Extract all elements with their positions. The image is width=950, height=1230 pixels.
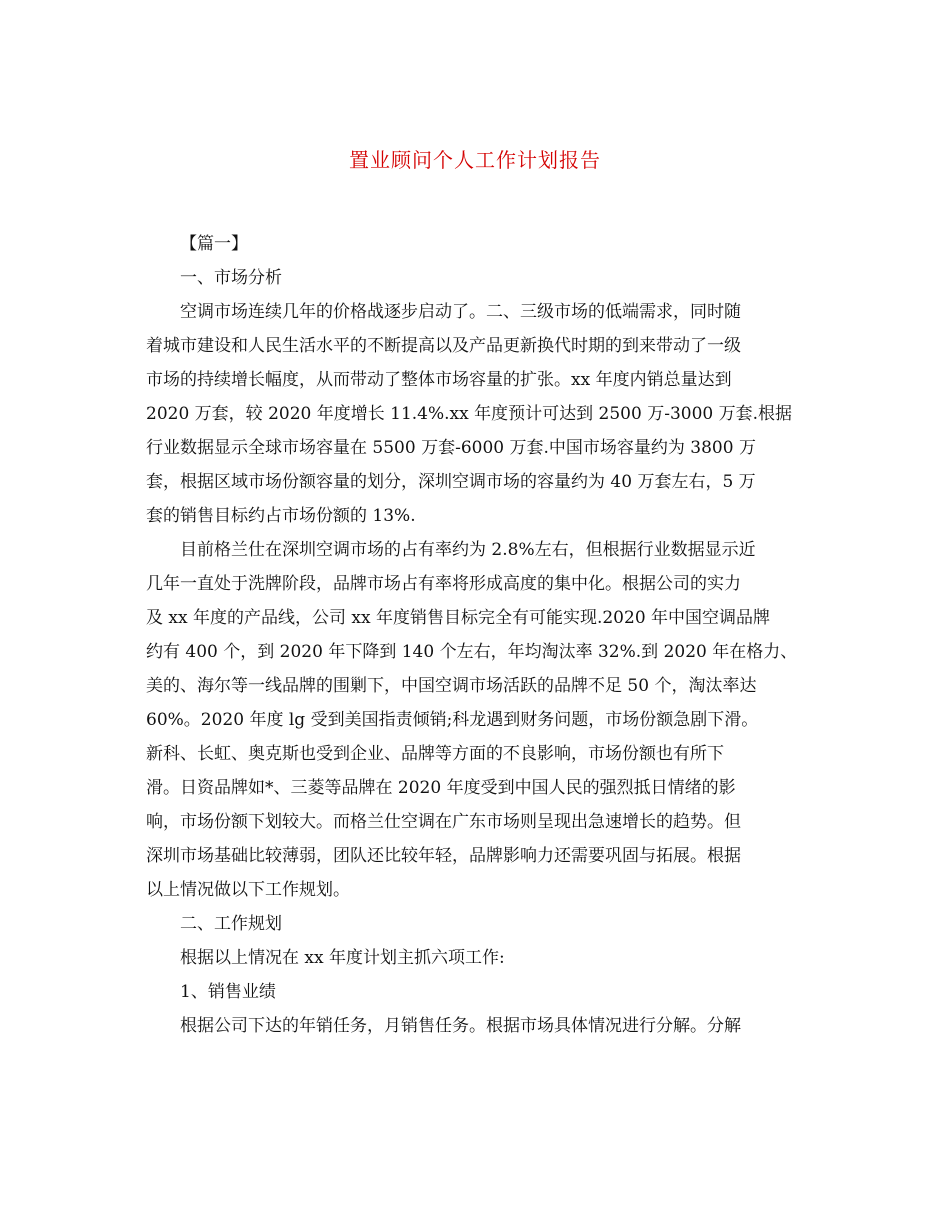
paragraph-line: 深圳市场基础比较薄弱，团队还比较年轻，品牌影响力还需要巩固与拓展。根据	[146, 846, 741, 866]
subsection-heading: 1、销售业绩	[180, 982, 276, 1002]
section-heading: 一、市场分析	[180, 268, 282, 288]
paragraph-line: 套的销售目标约占市场份额的 13%.	[146, 506, 416, 526]
paragraph-line: 行业数据显示全球市场容量在 5500 万套-6000 万套.中国市场容量约为 3800 万	[146, 438, 756, 458]
paragraph-line: 60%。2020 年度 lg 受到美国指责倾销;科龙遇到财务问题，市场份额急剧下滑。	[146, 710, 759, 730]
paragraph-line: 空调市场连续几年的价格战逐步启动了。二、三级市场的低端需求，同时随	[180, 302, 741, 322]
paragraph-line: 几年一直处于洗牌阶段，品牌市场占有率将形成高度的集中化。根据公司的实力	[146, 574, 741, 594]
paragraph-line: 根据以上情况在 xx 年度计划主抓六项工作:	[180, 948, 505, 968]
paragraph-line: 以上情况做以下工作规划。	[146, 880, 350, 900]
paragraph-line: 新科、长虹、奥克斯也受到企业、品牌等方面的不良影响，市场份额也有所下	[146, 744, 724, 764]
paragraph-line: 根据公司下达的年销任务，月销售任务。根据市场具体情况进行分解。分解	[180, 1016, 741, 1036]
paragraph-line: 套，根据区域市场份额容量的划分，深圳空调市场的容量约为 40 万套左右，5 万	[146, 472, 756, 492]
paragraph-line: 及 xx 年度的产品线，公司 xx 年度销售目标完全有可能实现.2020 年中国空调品牌	[146, 608, 771, 628]
paragraph-line: 着城市建设和人民生活水平的不断提高以及产品更新换代时期的到来带动了一级	[146, 336, 741, 356]
section-heading: 二、工作规划	[180, 914, 282, 934]
paragraph-line: 响，市场份额下划较大。而格兰仕空调在广东市场则呈现出急速增长的趋势。但	[146, 812, 741, 832]
paragraph-line: 美的、海尔等一线品牌的围剿下，中国空调市场活跃的品牌不足 50 个，淘汰率达	[146, 676, 757, 696]
paragraph-line: 2020 万套，较 2020 年度增长 11.4%.xx 年度预计可达到 2500 万-3000 万套.根据	[146, 404, 793, 424]
paragraph-line: 滑。日资品牌如*、三菱等品牌在 2020 年度受到中国人民的强烈抵日情绪的影	[146, 778, 736, 798]
document-body	[146, 227, 800, 1043]
paragraph-line: 市场的持续增长幅度，从而带动了整体市场容量的扩张。xx 年度内销总量达到	[146, 370, 732, 390]
paragraph-line: 目前格兰仕在深圳空调市场的占有率约为 2.8%左右，但根据行业数据显示近	[180, 540, 756, 560]
paragraph-line: 约有 400 个，到 2020 年下降到 140 个左右，年均淘汰率 32%.到 2020 年在格力、	[146, 642, 798, 662]
document-title: 置业顾问个人工作计划报告	[349, 148, 601, 172]
section-marker: 【篇一】	[180, 234, 248, 254]
